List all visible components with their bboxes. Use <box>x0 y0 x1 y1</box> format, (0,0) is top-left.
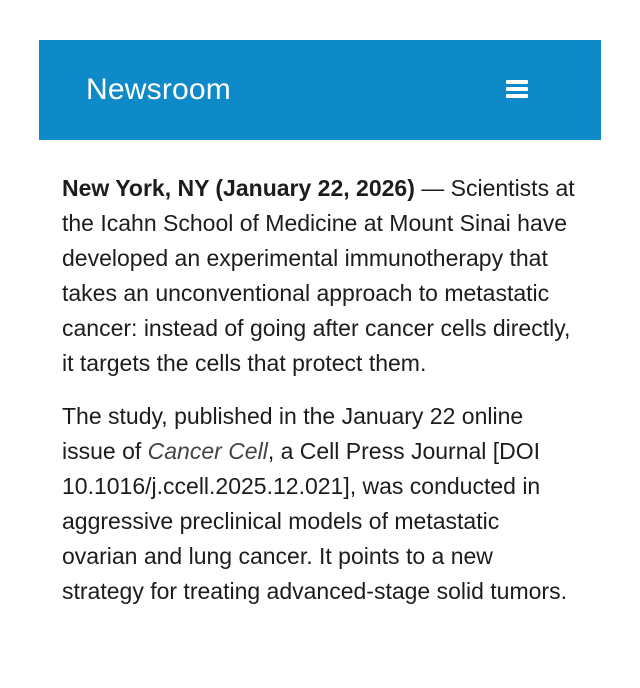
paragraph-2-text-after: , a Cell Press Journal [DOI 10.1016/j.ccell.2025.12.021], was conducted in aggressive preclinical models of metastatic ovarian and lung cancer. It points to a new strategy for treating advanced-stage solid tumors. <box>62 438 567 604</box>
journal-name: Cancer Cell <box>147 438 268 464</box>
article-paragraph-2 <box>62 399 567 609</box>
site-header <box>39 40 601 140</box>
menu-bar <box>506 80 528 84</box>
hamburger-menu-icon[interactable] <box>504 76 530 100</box>
article-body <box>62 171 582 609</box>
article-paragraph-1 <box>62 171 577 381</box>
site-title[interactable]: Newsroom <box>86 73 231 106</box>
paragraph-2-text-before: The study, published in the January 22 online issue of <box>62 403 524 464</box>
dateline: New York, NY (January 22, 2026) <box>62 175 415 201</box>
menu-bar <box>506 94 528 98</box>
menu-bar <box>506 87 528 91</box>
paragraph-1-text: — Scientists at the Icahn School of Medicine at Mount Sinai have developed an experimental immunotherapy that takes an unconventional approach to metastatic cancer: instead of going after cancer cells directly, it targets the cells that protect them. <box>62 175 575 376</box>
